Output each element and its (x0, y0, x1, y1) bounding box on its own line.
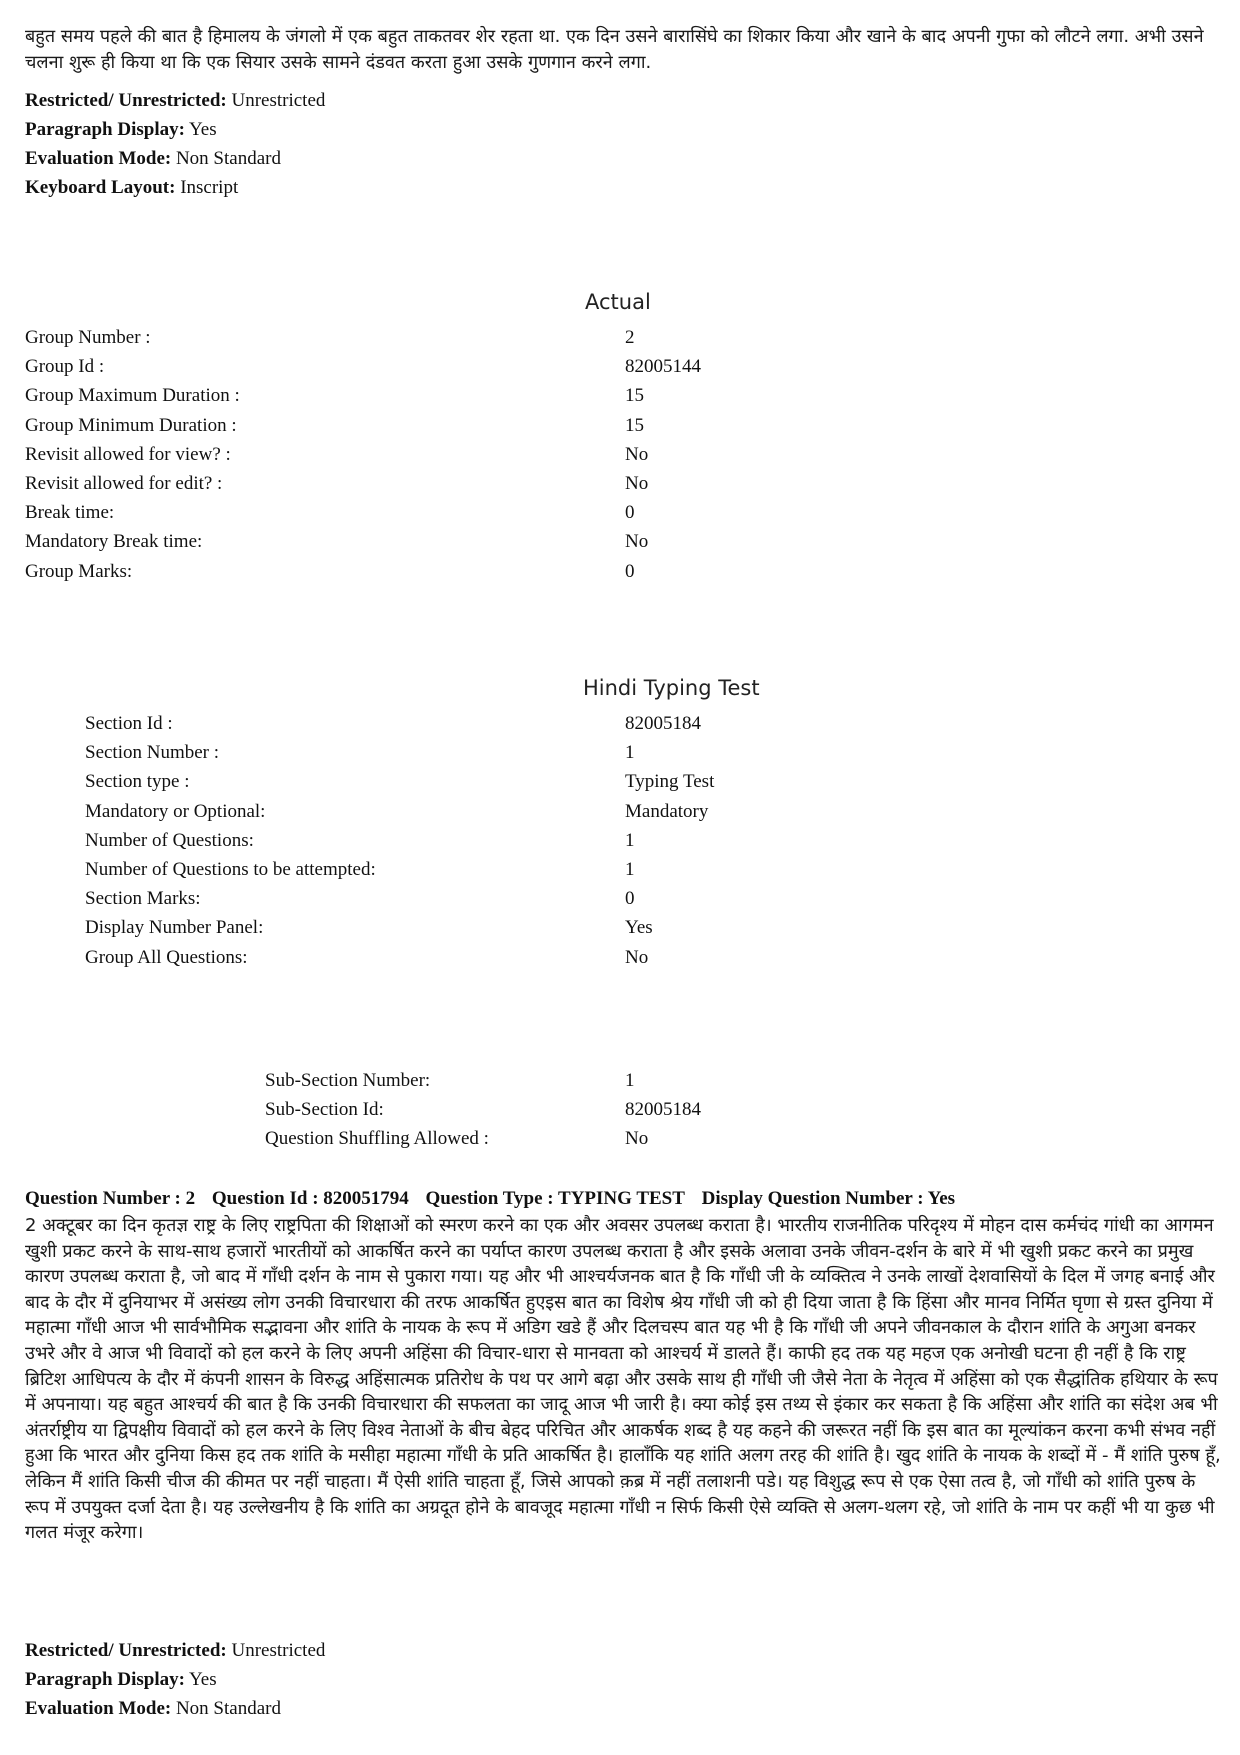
meta-row-keyboard-layout (25, 173, 325, 202)
section-value: 1 (625, 742, 635, 764)
section-label: Section Number : (85, 742, 220, 764)
subsection-row (265, 1095, 1165, 1124)
group-row (25, 381, 1225, 410)
meta-top (25, 86, 325, 202)
group-value: No (625, 531, 649, 553)
group-table (25, 323, 1225, 586)
subsection-value: No (625, 1128, 649, 1150)
group-label: Revisit allowed for edit? : (25, 472, 223, 494)
meta-row-restricted (25, 86, 325, 115)
section-label: Section Marks: (85, 888, 201, 910)
group-label: Revisit allowed for view? : (25, 443, 231, 465)
section-row (85, 913, 1185, 942)
subsection-label: Sub-Section Number: (265, 1070, 431, 1091)
question-display: Display Question Number : Yes (701, 1188, 956, 1209)
section-label: Number of Questions to be attempted: (85, 858, 376, 880)
meta-value: Non Standard (175, 148, 281, 169)
question-header (25, 1188, 967, 1210)
group-label: Group Id : (25, 356, 105, 378)
meta-value: Yes (188, 119, 217, 140)
group-label: Group Maximum Duration : (25, 385, 240, 407)
section-row (85, 943, 1185, 972)
group-value: 2 (625, 327, 635, 348)
meta-row-evaluation-mode (25, 1694, 325, 1723)
section-row (85, 855, 1185, 884)
meta-label: Restricted/ Unrestricted: (25, 90, 227, 111)
group-row (25, 557, 1225, 586)
section-table (85, 709, 1185, 972)
section-label: Mandatory or Optional: (85, 800, 266, 822)
section-value: 82005184 (625, 713, 701, 734)
subsection-value: 1 (625, 1070, 635, 1091)
section-row (85, 767, 1185, 796)
meta-value: Non Standard (175, 1698, 281, 1719)
group-value: No (625, 443, 649, 465)
group-label: Mandatory Break time: (25, 531, 203, 553)
question-id: Question Id : 820051794 (211, 1188, 409, 1209)
group-value: 15 (625, 385, 644, 407)
subsection-row (265, 1066, 1165, 1095)
meta-bottom (25, 1636, 325, 1723)
question-number: Question Number : 2 (25, 1188, 196, 1209)
meta-label: Paragraph Display: (25, 1669, 185, 1690)
meta-value: Yes (188, 1669, 217, 1690)
section-label: Section Id : (85, 713, 173, 734)
meta-row-restricted (25, 1636, 325, 1665)
question-type: Question Type : TYPING TEST (425, 1188, 685, 1209)
section-value: 1 (625, 858, 635, 880)
subsection-row (265, 1124, 1165, 1153)
section-value: 0 (625, 888, 635, 910)
group-row (25, 527, 1225, 556)
section-label: Number of Questions: (85, 829, 254, 851)
section-label: Display Number Panel: (85, 917, 264, 939)
group-value: 0 (625, 502, 635, 524)
subsection-label: Sub-Section Id: (265, 1099, 384, 1121)
section-row (85, 797, 1185, 826)
group-label: Break time: (25, 502, 115, 524)
group-row (25, 411, 1225, 440)
section-heading: Hindi Typing Test (583, 676, 760, 700)
meta-row-evaluation-mode (25, 144, 325, 173)
meta-row-paragraph-display (25, 115, 325, 144)
section-label: Group All Questions: (85, 946, 248, 968)
group-row (25, 498, 1225, 527)
meta-row-paragraph-display (25, 1665, 325, 1694)
section-label: Section type : (85, 771, 190, 793)
subsection-label: Question Shuffling Allowed : (265, 1128, 489, 1150)
group-row (25, 323, 1225, 352)
section-value: Typing Test (625, 771, 715, 793)
meta-label: Paragraph Display: (25, 119, 185, 140)
group-value: 82005144 (625, 356, 701, 378)
meta-value: Inscript (180, 177, 239, 198)
meta-value: Unrestricted (231, 90, 326, 111)
question-paragraph: 2 अक्टूबर का दिन कृतज्ञ राष्ट्र के लिए राष्ट्रपिता की शिक्षाओं को स्मरण करने का एक और अवसर उपलब्ध कराता है। भारतीय राजनीतिक परिदृश्य में मोहन दास कर्मचंद गांधी का आगमन खुशी प्रकट करने के साथ-साथ हजारों भारतीयों को आकर्षित करने का पर्याप्त कारण उपलब्ध कराता है और इसके अलावा उनके जीवन-दर्शन के बारे में भी खुशी प्रकट करने का प्रमुख कारण उपलब्ध कराता है, जो बाद में गाँधी दर्शन के नाम से पुकारा गया। यह और भी आश्चर्यजनक बात है कि गाँधी जी के व्यक्तित्व ने उनके लाखों देशवासियों के दिल में जगह बनाई और बाद के दौर में दुनियाभर में असंख्य लोग उनकी विचारधारा की तरफ आकर्षित हुएइस बात का विशेष श्रेय गाँधी जी को ही दिया जाता है कि हिंसा और मानव निर्मित घृणा से ग्रस्त दुनिया में महात्मा गाँधी आज भी सार्वभौमिक सद्भावना और शांति के नायक के रूप में अडिग खडे हैं और दिलचस्प बात यह भी है कि गाँधी जी अपने जीवनकाल के दौरान शांति के अगुआ बनकर उभरे और वे आज भी विवादों को हल करने के लिए अपनी अहिंसा की विचार-धारा से मानवता को आश्चर्य में डालते हैं। काफी हद तक यह महज एक अनोखी घटना ही नहीं है कि राष्ट्र ब्रिटिश आधिपत्य के दौर में कंपनी शासन के विरुद्ध अहिंसात्मक प्रतिरोध के पथ पर आगे बढ़ा और उसके साथ ही गाँधी जी जैसे नेता के नेतृत्व में अहिंसा को एक सैद्धांतिक हथियार के रूप में अपनाया। यह बहुत आश्चर्य की बात है कि उनकी विचारधारा की सफलता का जादू आज भी जारी है। क्या कोई इस तथ्य से इंकार कर सकता है कि अहिंसा और शांति का संदेश अब भी अंतर्राष्ट्रीय या द्विपक्षीय विवादों को हल करने के लिए विश्व नेताओं के बीच बेहद परिचित और आकर्षक शब्द है यह कहने की जरूरत नहीं कि इस बात का मूल्यांकन करना कभी संभव नहीं हुआ कि भारत और दुनिया किस हद तक शांति के मसीहा महात्मा गाँधी के प्रति आकर्षित है। हालाँकि यह शांति अलग तरह की शांति है। खुद शांति के नायक के शब्दों में - मैं शांति पुरुष हूँ, लेकिन मैं शांति किसी चीज की कीमत पर नहीं चाहता। मैं ऐसी शांति चाहता हूँ, जिसे आपको क़ब्र में नहीं तलाशनी पडे। यह विशुद्ध रूप से एक ऐसा तत्व है, जो गाँधी को शांति पुरुष के रूप में उपयुक्त दर्जा देता है। यह उल्लेखनीय है कि शांति का अग्रदूत होने के बावजूद महात्मा गाँधी न सिर्फ किसी ऐसे व्यक्ति से अलग-थलग रहे, जो शांति के नाम पर कहीं भी या कुछ भी गलत मंजूर करेगा। (25, 1215, 1221, 1544)
section-row (85, 709, 1185, 738)
group-label: Group Number : (25, 327, 151, 348)
group-row (25, 352, 1225, 381)
section-value: Yes (625, 917, 653, 939)
group-label: Group Minimum Duration : (25, 414, 237, 436)
group-heading: Actual (585, 290, 651, 314)
section-row (85, 884, 1185, 913)
meta-label: Restricted/ Unrestricted: (25, 1640, 227, 1661)
section-row (85, 826, 1185, 855)
section-row (85, 738, 1185, 767)
meta-value: Unrestricted (231, 1640, 326, 1661)
meta-label: Evaluation Mode: (25, 148, 172, 169)
section-value: 1 (625, 829, 635, 851)
meta-label: Evaluation Mode: (25, 1698, 172, 1719)
section-value: Mandatory (625, 800, 709, 822)
subsection-value: 82005184 (625, 1099, 701, 1121)
group-row (25, 440, 1225, 469)
section-value: No (625, 946, 649, 968)
group-value: 0 (625, 560, 635, 582)
group-label: Group Marks: (25, 560, 133, 582)
group-row (25, 469, 1225, 498)
subsection-table (265, 1066, 1165, 1154)
meta-label: Keyboard Layout: (25, 177, 176, 198)
group-value: No (625, 472, 649, 494)
group-value: 15 (625, 414, 644, 436)
top-paragraph: बहुत समय पहले की बात है हिमालय के जंगलो में एक बहुत ताकतवर शेर रहता था. एक दिन उसने बारासिंघे का शिकार किया और खाने के बाद अपनी गुफा को लौटने लगा. अभी उसने चलना शुरू ही किया था कि एक सियार उसके सामने दंडवत करता हुआ उसके गुणगान करने लगा. (25, 26, 1204, 73)
